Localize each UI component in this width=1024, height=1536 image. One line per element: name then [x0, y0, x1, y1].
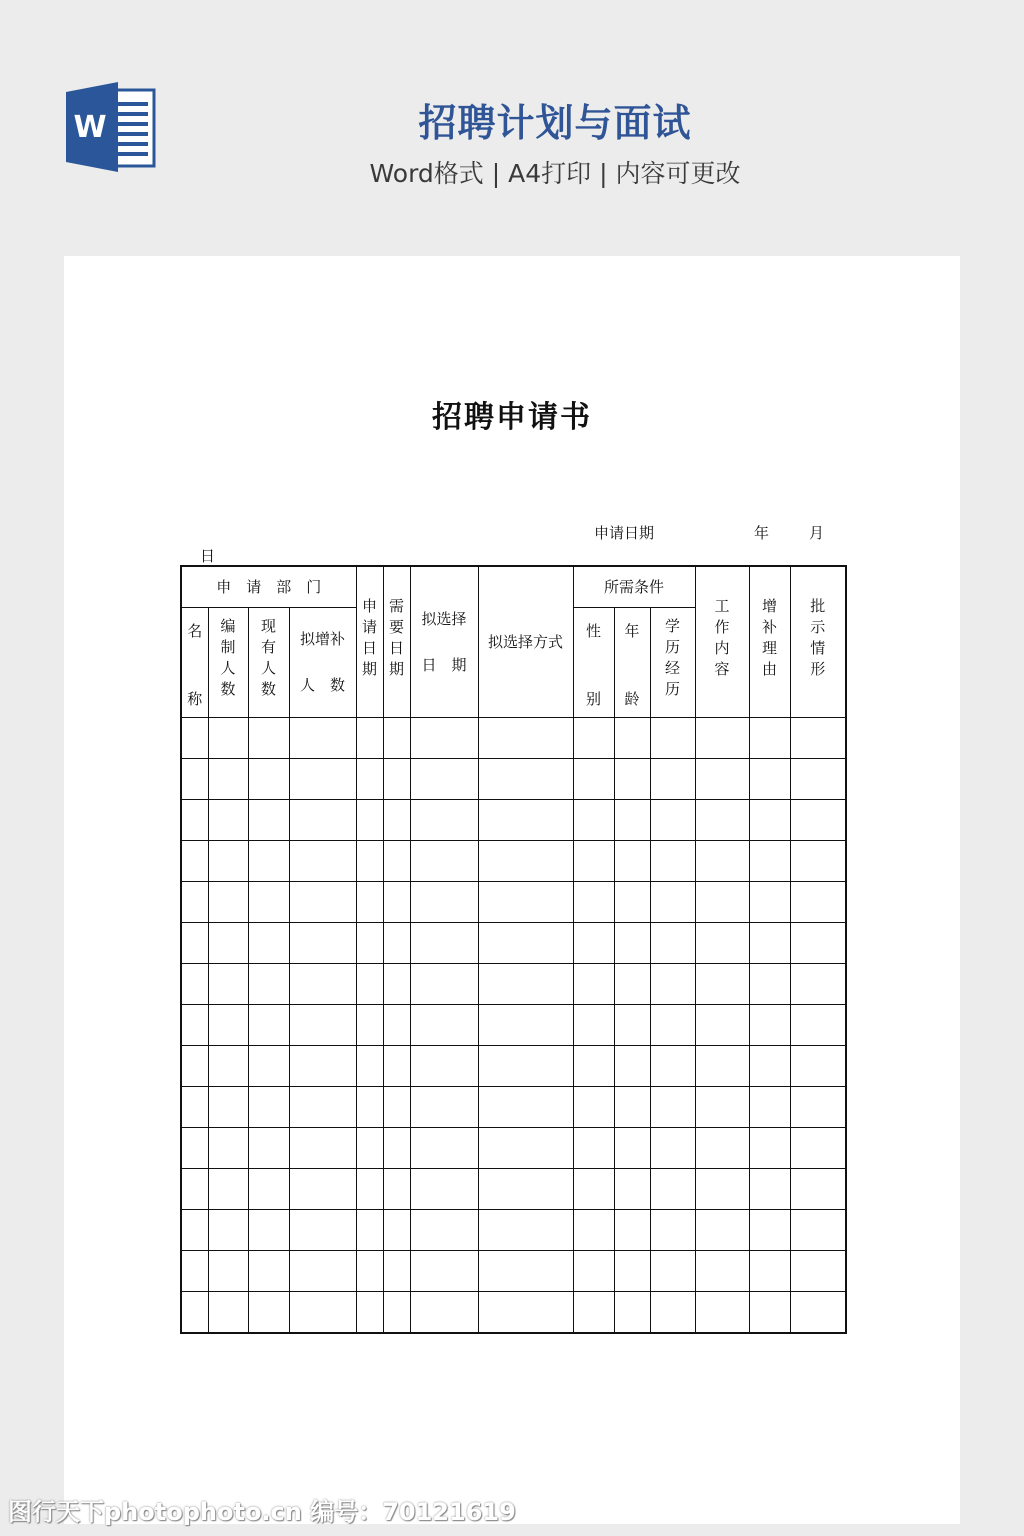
table-cell[interactable]: [410, 717, 478, 758]
word-logo-icon: [66, 82, 156, 172]
table-cell[interactable]: [614, 758, 650, 799]
table-row: [181, 1209, 846, 1250]
table-cell[interactable]: [614, 922, 650, 963]
table-cell[interactable]: [181, 922, 208, 963]
table-cell[interactable]: [356, 922, 383, 963]
table-cell[interactable]: [573, 881, 614, 922]
table-row: [181, 1168, 846, 1209]
table-row: [181, 922, 846, 963]
table-cell[interactable]: [208, 1086, 248, 1127]
table-cell[interactable]: [573, 758, 614, 799]
table-cell[interactable]: [289, 1291, 356, 1333]
table-cell[interactable]: [248, 758, 289, 799]
table-cell[interactable]: [478, 1086, 573, 1127]
table-cell[interactable]: [383, 1004, 410, 1045]
month-label: 月: [809, 524, 825, 542]
table-cell[interactable]: [383, 1209, 410, 1250]
header-dept: 申 请 部 门: [181, 566, 356, 607]
table-cell[interactable]: [181, 717, 208, 758]
table-cell[interactable]: [790, 963, 846, 1004]
table-row: [181, 1127, 846, 1168]
table-cell[interactable]: [208, 758, 248, 799]
banner-title: 招聘计划与面试: [418, 101, 692, 145]
table-cell[interactable]: [410, 840, 478, 881]
table-cell[interactable]: [356, 881, 383, 922]
table-cell[interactable]: [248, 1127, 289, 1168]
table-cell[interactable]: [749, 1127, 790, 1168]
table-cell[interactable]: [749, 1168, 790, 1209]
table-cell[interactable]: [478, 1045, 573, 1086]
table-cell[interactable]: [650, 840, 695, 881]
table-cell[interactable]: [695, 1004, 749, 1045]
table-cell[interactable]: [181, 1250, 208, 1291]
table-cell[interactable]: [790, 1291, 846, 1333]
table-cell[interactable]: [478, 758, 573, 799]
table-cell[interactable]: [410, 1168, 478, 1209]
header-gender: 性 别: [573, 607, 614, 717]
table-cell[interactable]: [573, 1086, 614, 1127]
table-cell[interactable]: [289, 1127, 356, 1168]
table-cell[interactable]: [614, 1209, 650, 1250]
table-cell[interactable]: [410, 1045, 478, 1086]
table-cell[interactable]: [749, 963, 790, 1004]
table-cell[interactable]: [695, 1168, 749, 1209]
table-cell[interactable]: [790, 799, 846, 840]
table-cell[interactable]: [749, 758, 790, 799]
table-row: [181, 881, 846, 922]
table-cell[interactable]: [248, 799, 289, 840]
table-cell[interactable]: [614, 840, 650, 881]
table-cell[interactable]: [790, 881, 846, 922]
table-cell[interactable]: [289, 922, 356, 963]
table-row: [181, 1086, 846, 1127]
table-cell[interactable]: [289, 1045, 356, 1086]
table-cell[interactable]: [695, 799, 749, 840]
table-cell[interactable]: [573, 922, 614, 963]
table-cell[interactable]: [208, 799, 248, 840]
table-cell[interactable]: [478, 717, 573, 758]
table-cell[interactable]: [478, 881, 573, 922]
header-approval: 批示情形: [790, 566, 846, 717]
table-cell[interactable]: [749, 1045, 790, 1086]
table-cell[interactable]: [614, 1250, 650, 1291]
table-cell[interactable]: [749, 840, 790, 881]
apply-date-label: 申请日期: [594, 524, 655, 542]
table-cell[interactable]: [790, 1168, 846, 1209]
table-cell[interactable]: [614, 1291, 650, 1333]
table-cell[interactable]: [356, 1250, 383, 1291]
table-cell[interactable]: [356, 799, 383, 840]
table-cell[interactable]: [614, 1086, 650, 1127]
table-cell[interactable]: [695, 922, 749, 963]
table-cell[interactable]: [410, 1127, 478, 1168]
table-cell[interactable]: [790, 922, 846, 963]
table-cell[interactable]: [248, 922, 289, 963]
table-cell[interactable]: [573, 1127, 614, 1168]
table-cell[interactable]: [790, 1086, 846, 1127]
table-cell[interactable]: [650, 717, 695, 758]
header-need-date: 需要日期: [383, 566, 410, 717]
table-cell[interactable]: [695, 881, 749, 922]
table-cell[interactable]: [208, 922, 248, 963]
header-education: 学历经历: [650, 607, 695, 717]
table-cell[interactable]: [181, 1086, 208, 1127]
watermark: 图行天下photophoto.cn 编号：70121619: [8, 1498, 516, 1526]
table-cell[interactable]: [478, 1168, 573, 1209]
table-cell[interactable]: [410, 1291, 478, 1333]
year-label: 年: [754, 524, 770, 542]
table-cell[interactable]: [248, 1209, 289, 1250]
table-cell[interactable]: [614, 1127, 650, 1168]
table-cell[interactable]: [383, 963, 410, 1004]
table-cell[interactable]: [614, 1045, 650, 1086]
banner-subtitle: Word格式 | A4打印 | 内容可更改: [369, 159, 741, 188]
table-cell[interactable]: [650, 881, 695, 922]
table-cell[interactable]: [383, 922, 410, 963]
table-cell[interactable]: [650, 1004, 695, 1045]
table-cell[interactable]: [614, 963, 650, 1004]
table-cell[interactable]: [208, 840, 248, 881]
table-cell[interactable]: [356, 840, 383, 881]
table-cell[interactable]: [650, 1168, 695, 1209]
table-cell[interactable]: [248, 963, 289, 1004]
table-cell[interactable]: [695, 1250, 749, 1291]
table-cell[interactable]: [181, 758, 208, 799]
table-cell[interactable]: [208, 1168, 248, 1209]
table-cell[interactable]: [356, 758, 383, 799]
table-cell[interactable]: [356, 717, 383, 758]
table-cell[interactable]: [695, 1045, 749, 1086]
table-cell[interactable]: [410, 881, 478, 922]
table-cell[interactable]: [695, 758, 749, 799]
table-cell[interactable]: [695, 717, 749, 758]
header-current: 现有人数: [248, 607, 289, 717]
table-cell[interactable]: [650, 1291, 695, 1333]
table-cell[interactable]: [356, 1168, 383, 1209]
table-cell[interactable]: [248, 1168, 289, 1209]
table-cell[interactable]: [356, 1004, 383, 1045]
table-row: [181, 1250, 846, 1291]
table-cell[interactable]: [790, 1127, 846, 1168]
table-cell[interactable]: [248, 1291, 289, 1333]
table-cell[interactable]: [650, 1086, 695, 1127]
table-cell[interactable]: [695, 1291, 749, 1333]
table-cell[interactable]: [383, 1250, 410, 1291]
header-select-date: 拟选择 日 期: [410, 566, 478, 717]
table-cell[interactable]: [208, 1127, 248, 1168]
table-cell[interactable]: [181, 881, 208, 922]
table-cell[interactable]: [248, 840, 289, 881]
table-cell[interactable]: [383, 881, 410, 922]
table-cell[interactable]: [573, 1004, 614, 1045]
table-cell[interactable]: [573, 1168, 614, 1209]
table-cell[interactable]: [614, 1004, 650, 1045]
table-cell[interactable]: [573, 1209, 614, 1250]
table-cell[interactable]: [695, 1127, 749, 1168]
table-cell[interactable]: [695, 1209, 749, 1250]
table-cell[interactable]: [650, 1045, 695, 1086]
header-apply-date: 申请日期: [356, 566, 383, 717]
table-cell[interactable]: [790, 758, 846, 799]
table-row: [181, 840, 846, 881]
table-cell[interactable]: [181, 1004, 208, 1045]
table-cell[interactable]: [749, 881, 790, 922]
table-cell[interactable]: [248, 1045, 289, 1086]
table-cell[interactable]: [478, 1250, 573, 1291]
table-row: [181, 717, 846, 758]
table-cell[interactable]: [410, 1209, 478, 1250]
table-cell[interactable]: [181, 1168, 208, 1209]
header-select-method: 拟选择方式: [478, 566, 573, 717]
table-cell[interactable]: [478, 799, 573, 840]
table-cell[interactable]: [383, 1086, 410, 1127]
table-cell[interactable]: [650, 1127, 695, 1168]
table-cell[interactable]: [790, 1004, 846, 1045]
table-cell[interactable]: [573, 1250, 614, 1291]
table-cell[interactable]: [181, 1127, 208, 1168]
table-cell[interactable]: [289, 840, 356, 881]
table-cell[interactable]: [749, 799, 790, 840]
table-cell[interactable]: [383, 1127, 410, 1168]
table-cell[interactable]: [356, 1127, 383, 1168]
table-cell[interactable]: [573, 717, 614, 758]
header-age: 年 龄: [614, 607, 650, 717]
table-cell[interactable]: [573, 1045, 614, 1086]
recruitment-form-table: [180, 565, 847, 1334]
table-cell[interactable]: [383, 799, 410, 840]
table-cell[interactable]: [356, 1209, 383, 1250]
table-row: [181, 1004, 846, 1045]
table-cell[interactable]: [573, 1291, 614, 1333]
header-job-content: 工作内容: [695, 566, 749, 717]
table-cell[interactable]: [790, 1209, 846, 1250]
table-row: [181, 963, 846, 1004]
table-cell[interactable]: [695, 963, 749, 1004]
table-cell[interactable]: [208, 1004, 248, 1045]
table-cell[interactable]: [208, 1250, 248, 1291]
table-cell[interactable]: [181, 799, 208, 840]
table-cell[interactable]: [790, 840, 846, 881]
table-cell[interactable]: [289, 1086, 356, 1127]
table-cell[interactable]: [695, 1086, 749, 1127]
table-cell[interactable]: [356, 1291, 383, 1333]
table-cell[interactable]: [410, 1086, 478, 1127]
table-cell[interactable]: [749, 922, 790, 963]
table-cell[interactable]: [573, 799, 614, 840]
table-cell[interactable]: [478, 922, 573, 963]
table-cell[interactable]: [208, 1209, 248, 1250]
table-cell[interactable]: [289, 1168, 356, 1209]
table-row: [181, 799, 846, 840]
table-cell[interactable]: [614, 1168, 650, 1209]
table-cell[interactable]: [410, 1250, 478, 1291]
table-cell[interactable]: [181, 1209, 208, 1250]
table-cell[interactable]: [289, 1209, 356, 1250]
table-cell[interactable]: [749, 1086, 790, 1127]
table-body: [181, 717, 846, 1333]
table-cell[interactable]: [383, 758, 410, 799]
table-cell[interactable]: [289, 963, 356, 1004]
svg-text:W: W: [73, 110, 107, 145]
header-reason: 增补理由: [749, 566, 790, 717]
table-cell[interactable]: [790, 717, 846, 758]
table-cell[interactable]: [650, 1209, 695, 1250]
table-cell[interactable]: [383, 717, 410, 758]
table-cell[interactable]: [650, 758, 695, 799]
table-cell[interactable]: [248, 1250, 289, 1291]
table-cell[interactable]: [790, 1045, 846, 1086]
table-cell[interactable]: [614, 717, 650, 758]
table-cell[interactable]: [383, 1291, 410, 1333]
table-cell[interactable]: [410, 963, 478, 1004]
header-quota: 编制人数: [208, 607, 248, 717]
table-cell[interactable]: [208, 963, 248, 1004]
table-cell[interactable]: [749, 1209, 790, 1250]
table-cell[interactable]: [695, 840, 749, 881]
table-cell[interactable]: [181, 840, 208, 881]
header-requirements: 所需条件: [573, 566, 695, 607]
table-row: [181, 758, 846, 799]
table-cell[interactable]: [410, 799, 478, 840]
table-cell[interactable]: [383, 1045, 410, 1086]
table-cell[interactable]: [478, 1004, 573, 1045]
table-cell[interactable]: [478, 963, 573, 1004]
table-cell[interactable]: [181, 1291, 208, 1333]
table-cell[interactable]: [289, 717, 356, 758]
table-cell[interactable]: [749, 1004, 790, 1045]
table-cell[interactable]: [356, 1045, 383, 1086]
day-label: 日: [200, 547, 216, 565]
table-cell[interactable]: [289, 1004, 356, 1045]
table-cell[interactable]: [383, 840, 410, 881]
table-cell[interactable]: [181, 1045, 208, 1086]
table-row: [181, 1291, 846, 1333]
table-cell[interactable]: [248, 1086, 289, 1127]
table-cell[interactable]: [289, 758, 356, 799]
table-cell[interactable]: [614, 799, 650, 840]
table-cell[interactable]: [181, 963, 208, 1004]
table-cell[interactable]: [650, 1250, 695, 1291]
document-page: [64, 256, 960, 1524]
table-cell[interactable]: [614, 881, 650, 922]
table-cell[interactable]: [208, 881, 248, 922]
table-cell[interactable]: [289, 1250, 356, 1291]
table-cell[interactable]: [356, 1086, 383, 1127]
table-cell[interactable]: [478, 840, 573, 881]
table-cell[interactable]: [573, 840, 614, 881]
table-cell[interactable]: [356, 963, 383, 1004]
table-cell[interactable]: [749, 1250, 790, 1291]
table-cell[interactable]: [410, 758, 478, 799]
table-cell[interactable]: [790, 1250, 846, 1291]
header-add: 拟增补 人 数: [289, 607, 356, 717]
table-cell[interactable]: [749, 717, 790, 758]
table-cell[interactable]: [478, 1209, 573, 1250]
table-cell[interactable]: [650, 922, 695, 963]
table-cell[interactable]: [573, 963, 614, 1004]
table-cell[interactable]: [289, 799, 356, 840]
table-row: [181, 1045, 846, 1086]
table-cell[interactable]: [383, 1168, 410, 1209]
table-cell[interactable]: [749, 1291, 790, 1333]
table-cell[interactable]: [208, 1045, 248, 1086]
table-cell[interactable]: [289, 881, 356, 922]
table-cell[interactable]: [410, 922, 478, 963]
table-cell[interactable]: [650, 963, 695, 1004]
table-cell[interactable]: [650, 799, 695, 840]
document-title: 招聘申请书: [432, 400, 592, 435]
table-cell[interactable]: [208, 717, 248, 758]
header-name: 名 称: [181, 607, 208, 717]
table-cell[interactable]: [208, 1291, 248, 1333]
table-cell[interactable]: [410, 1004, 478, 1045]
table-cell[interactable]: [248, 717, 289, 758]
table-cell[interactable]: [478, 1127, 573, 1168]
table-cell[interactable]: [248, 1004, 289, 1045]
table-cell[interactable]: [478, 1291, 573, 1333]
table-cell[interactable]: [248, 881, 289, 922]
